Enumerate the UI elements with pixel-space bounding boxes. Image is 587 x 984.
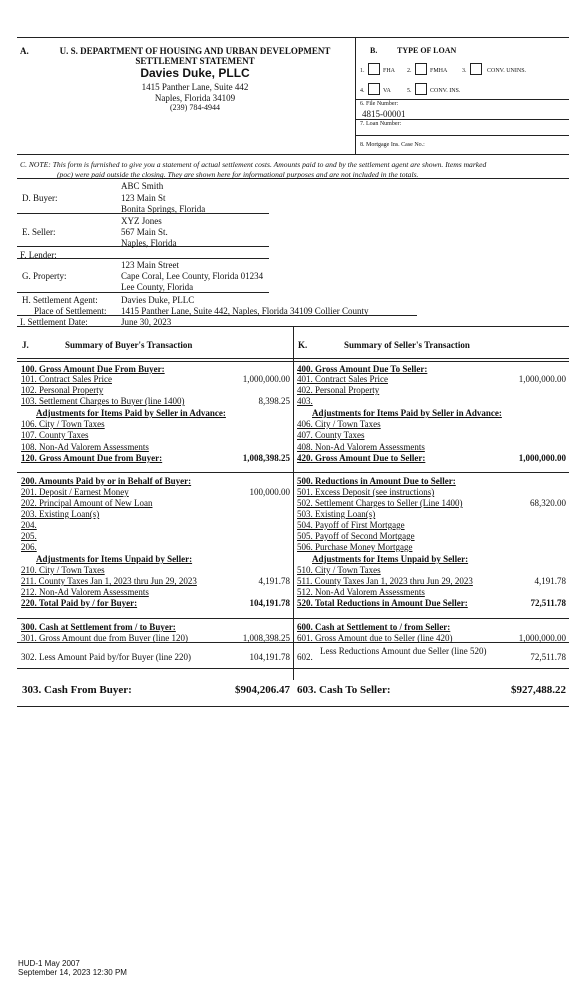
line-302-amount: 104,191.78 (249, 652, 290, 662)
line-205-label: 205. (21, 531, 37, 541)
line-502-amount: 68,320.00 (530, 498, 566, 508)
print-timestamp: September 14, 2023 12:30 PM (18, 968, 127, 977)
section-200-heading: 200. Amounts Paid by or in Behalf of Buyer: (21, 476, 192, 486)
line-102-label: 102. Personal Property (21, 385, 104, 395)
fha-number: 1. (360, 68, 365, 74)
line-103-amount: 8,398.25 (258, 396, 290, 406)
conv-ins-checkbox[interactable] (415, 83, 427, 95)
line-303-label: 303. Cash From Buyer: (22, 684, 132, 696)
line-403-label: 403. (297, 396, 313, 406)
settlement-date-value: June 30, 2023 (121, 317, 172, 327)
va-checkbox[interactable] (368, 83, 380, 95)
line-202-label: 202. Principal Amount of New Loan (21, 498, 153, 508)
line-603-amount: $927,488.22 (511, 684, 566, 696)
buyer-adjustments-unpaid: Adjustments for Items Unpaid by Seller: (36, 554, 193, 564)
line-220-label: 220. Total Paid by / for Buyer: (21, 598, 138, 608)
line-407-label: 407. County Taxes (297, 430, 365, 440)
buyer-summary-letter: J. (22, 340, 29, 350)
line-420-label: 420. Gross Amount Due to Seller: (297, 453, 426, 463)
line-420-amount: 1,000,000.00 (518, 453, 566, 463)
line-503-label: 503. Existing Loan(s) (297, 509, 376, 519)
line-406-label: 406. City / Town Taxes (297, 419, 381, 429)
line-201-label: 201. Deposit / Earnest Money (21, 487, 129, 497)
line-301-label: 301. Gross Amount due from Buyer (line 120) (21, 633, 188, 643)
line-220-amount: 104,191.78 (249, 598, 290, 608)
line-101-label: 101. Contract Sales Price (21, 374, 112, 384)
line-501-label: 501. Excess Deposit (see instructions) (297, 487, 435, 497)
buyer-summary-title: Summary of Buyer's Transaction (65, 340, 193, 350)
loan-number-label: 7. Loan Number: (360, 121, 402, 127)
buyer-name: ABC Smith (121, 181, 164, 191)
line-211-amount: 4,191.78 (258, 576, 290, 586)
seller-summary-title: Summary of Seller's Transaction (344, 340, 470, 350)
line-602-label: Less Reductions Amount due Seller (line 520) (320, 646, 487, 656)
line-107-label: 107. County Taxes (21, 430, 89, 440)
va-number: 4. (360, 88, 365, 94)
property-label: G. Property: (22, 271, 67, 281)
line-402-label: 402. Personal Property (297, 385, 380, 395)
agent-label: H. Settlement Agent: (22, 295, 98, 305)
company-address-line2: Naples, Florida 34109 (154, 93, 236, 103)
line-210-label: 210. City / Town Taxes (21, 565, 105, 575)
seller-address: 567 Main St. (121, 227, 168, 237)
line-101-amount: 1,000,000.00 (242, 374, 290, 384)
line-201-amount: 100,000.00 (249, 487, 290, 497)
line-511-amount: 4,191.78 (534, 576, 566, 586)
buyer-adjustments-advance: Adjustments for Items Paid by Seller in Advance: (36, 408, 226, 418)
line-502-label: 502. Settlement Charges to Seller (Line 1400) (297, 498, 463, 508)
fmha-number: 2. (407, 68, 412, 74)
conv-ins-number: 5. (407, 88, 412, 94)
mortgage-case-label: 8. Mortgage Ins. Case No.: (360, 142, 425, 148)
seller-city: Naples, Florida (121, 238, 177, 248)
settlement-date-label: I. Settlement Date: (20, 317, 88, 327)
property-street: 123 Main Street (121, 260, 179, 270)
fmha-label: FMHA (430, 68, 448, 74)
property-county: Lee County, Florida (121, 282, 194, 292)
va-label: VA (383, 88, 391, 94)
line-504-label: 504. Payoff of First Mortgage (297, 520, 405, 530)
line-302-label: 302. Less Amount Paid by/for Buyer (line 220) (21, 652, 191, 662)
line-602-amount: 72,511.78 (530, 652, 566, 662)
line-303-amount: $904,206.47 (235, 684, 290, 696)
line-506-label: 506. Purchase Money Mortgage (297, 542, 413, 552)
note-line2: (poc) were paid outside the closing. They are shown here for informational purposes and are not included in the totals. (57, 170, 419, 179)
seller-name: XYZ Jones (121, 216, 162, 226)
department-title: U. S. DEPARTMENT OF HOUSING AND URBAN DEVELOPMENT (59, 46, 331, 56)
company-address-line1: 1415 Panther Lane, Suite 442 (141, 82, 249, 92)
loan-type-title: TYPE OF LOAN (397, 46, 457, 55)
line-512-label: 512. Non-Ad Valorem Assessments (297, 587, 425, 597)
fha-checkbox[interactable] (368, 63, 380, 75)
note-line1: C. NOTE: This form is furnished to give you a statement of actual settlement costs. Amounts paid to and by the settlement agent are shown. Items marked (20, 160, 487, 169)
line-520-label: 520. Total Reductions in Amount Due Seller: (297, 598, 468, 608)
company-phone: (239) 784-4944 (170, 103, 220, 112)
file-number-label: 6. File Number: (360, 101, 399, 107)
seller-adjustments-advance: Adjustments for Items Paid by Seller in Advance: (312, 408, 502, 418)
line-211-label: 211. County Taxes Jan 1, 2023 thru Jun 29, 2023 (21, 576, 197, 586)
seller-adjustments-unpaid: Adjustments for Items Unpaid by Seller: (312, 554, 469, 564)
line-203-label: 203. Existing Loan(s) (21, 509, 100, 519)
line-106-label: 106. City / Town Taxes (21, 419, 105, 429)
line-601-amount: 1,000,000.00 (518, 633, 566, 643)
company-name: Davies Duke, PLLC (140, 66, 250, 80)
line-204-label: 204. (21, 520, 37, 530)
line-408-label: 408. Non-Ad Valorem Assessments (297, 442, 425, 452)
buyer-city: Bonita Springs, Florida (121, 204, 206, 214)
conv-unins-number: 3. (462, 68, 467, 74)
section-500-heading: 500. Reductions in Amount Due to Seller: (297, 476, 456, 486)
line-401-amount: 1,000,000.00 (518, 374, 566, 384)
line-511-label: 511. County Taxes Jan 1, 2023 thru Jun 29, 2023 (297, 576, 473, 586)
seller-label: E. Seller: (22, 227, 56, 237)
agent-name: Davies Duke, PLLC (121, 295, 195, 305)
conv-unins-checkbox[interactable] (470, 63, 482, 75)
fha-label: FHA (383, 68, 396, 74)
line-510-label: 510. City / Town Taxes (297, 565, 381, 575)
line-108-label: 108. Non-Ad Valorem Assessments (21, 442, 149, 452)
line-120-label: 120. Gross Amount Due from Buyer: (21, 453, 163, 463)
line-120-amount: 1,008,398.25 (242, 453, 290, 463)
section-b-letter: B. (370, 46, 378, 55)
file-number-value: 4815-00001 (362, 109, 406, 119)
conv-unins-label: CONV. UNINS. (487, 68, 527, 74)
line-601-label: 601. Gross Amount due to Seller (line 420) (297, 633, 453, 643)
section-600-heading: 600. Cash at Settlement to / from Seller: (297, 622, 451, 632)
line-505-label: 505. Payoff of Second Mortgage (297, 531, 415, 541)
property-city: Cape Coral, Lee County, Florida 01234 (121, 271, 264, 281)
place-value: 1415 Panther Lane, Suite 442, Naples, Florida 34109 Collier County (121, 306, 369, 316)
section-100-heading: 100. Gross Amount Due From Buyer: (21, 364, 165, 374)
line-301-amount: 1,008,398.25 (242, 633, 290, 643)
statement-subtitle: SETTLEMENT STATEMENT (135, 56, 255, 66)
form-version: HUD-1 May 2007 (18, 959, 80, 968)
seller-summary-letter: K. (298, 340, 308, 350)
line-206-label: 206. (21, 542, 37, 552)
section-300-heading: 300. Cash at Settlement from / to Buyer: (21, 622, 176, 632)
line-602-number: 602. (297, 652, 313, 662)
conv-ins-label: CONV. INS. (430, 88, 461, 94)
line-603-label: 603. Cash To Seller: (297, 684, 391, 696)
line-212-label: 212. Non-Ad Valorem Assessments (21, 587, 149, 597)
buyer-label: D. Buyer: (22, 193, 58, 203)
buyer-address: 123 Main St (121, 193, 166, 203)
section-a-letter: A. (20, 46, 29, 56)
lender-label: F. Lender: (20, 250, 57, 260)
line-520-amount: 72,511.78 (530, 598, 566, 608)
line-401-label: 401. Contract Sales Price (297, 374, 388, 384)
fmha-checkbox[interactable] (415, 63, 427, 75)
section-400-heading: 400. Gross Amount Due To Seller: (297, 364, 428, 374)
line-103-label: 103. Settlement Charges to Buyer (line 1400) (21, 396, 185, 406)
place-label: Place of Settlement: (34, 306, 107, 316)
